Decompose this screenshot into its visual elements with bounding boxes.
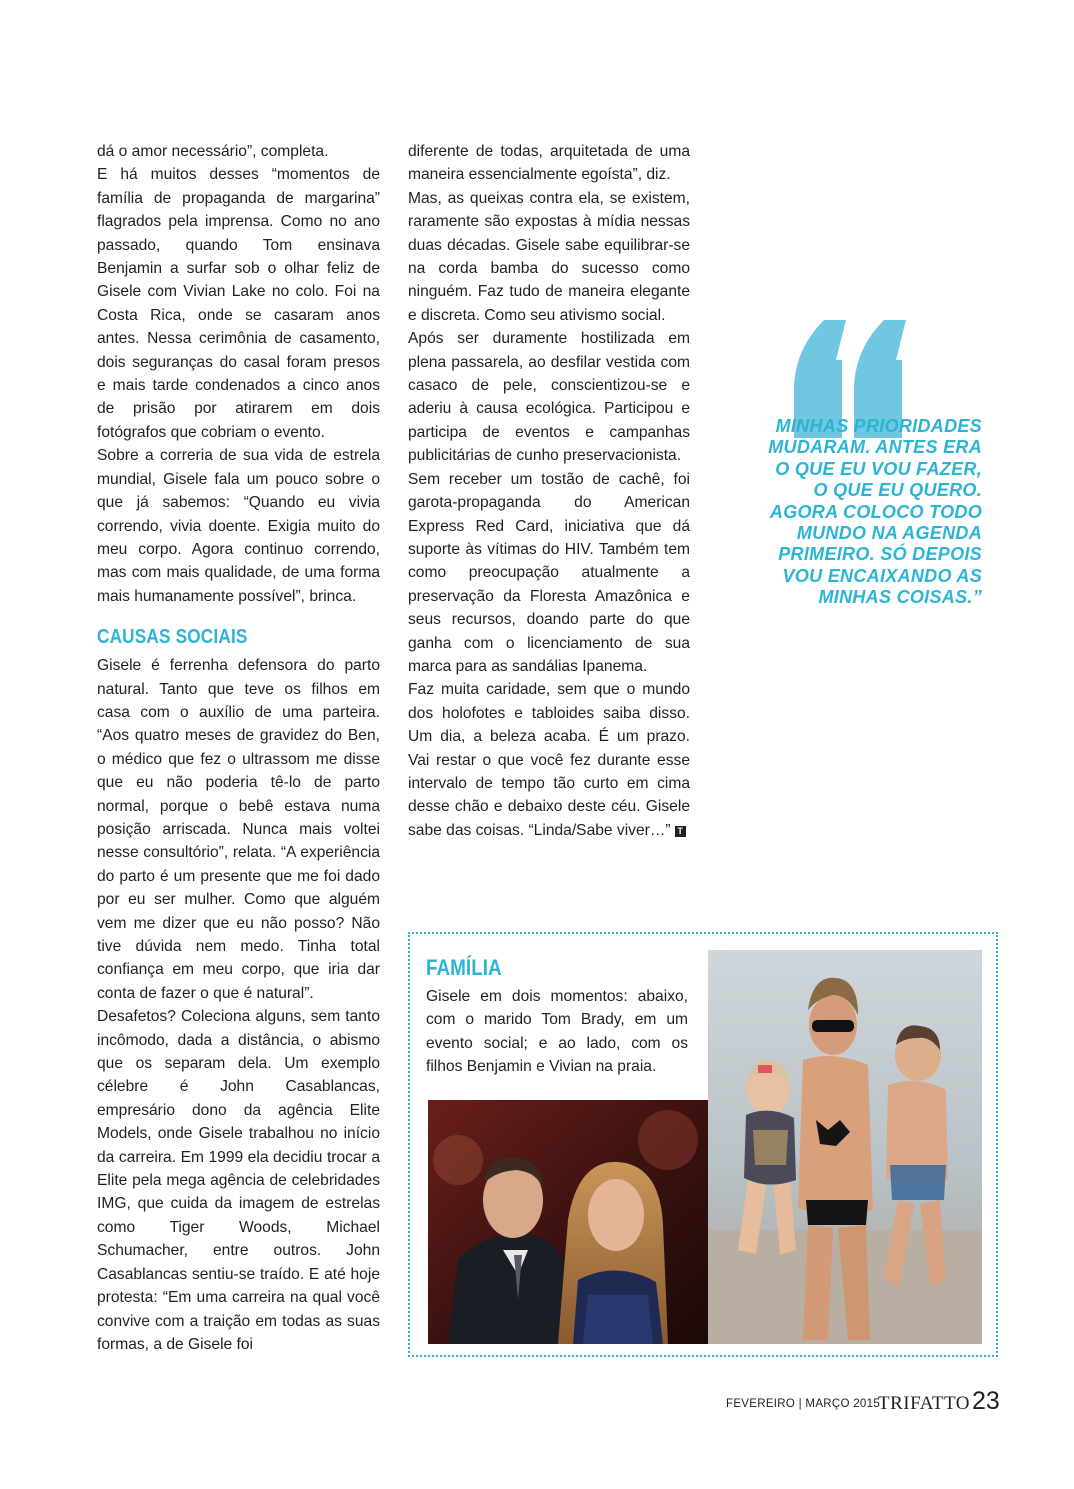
section-heading: CAUSAS SOCIAIS (97, 626, 248, 649)
paragraph: Após ser duramente hostilizada em plena passarela, ao desfilar vestida com casaco de pele, conscientizou-se e aderiu à causa ecológica. Participou e participa de eventos e campanhas publicitárias de cunho preservacionista. (408, 330, 690, 465)
paragraph: E há muitos desses “momentos de família de propaganda de margarina” flagrados pela imprensa. Como no ano passado, quando Tom ensinava Benjamin a surfar sob o olhar feliz de Gisele com Vivian Lake no colo. Foi na Costa Rica, onde se casaram anos antes. Nessa cerimônia de casamento, dois seguranças do casal foram presos e mais tarde condenados a cinco anos de prisão por atirarem em dois fotógrafos que cobriam o evento. (97, 166, 380, 441)
paragraph-text: Faz muita caridade, sem que o mundo dos holofotes e tabloides saiba disso. Um dia, a beleza acaba. É um prazo. Vai restar o que você fez durante esse intervalo de tempo tão curto em cima desse chão e debaixo deste céu. Gisele sabe das coisas. “Linda/Sabe viver…” (408, 681, 690, 839)
paragraph: diferente de todas, arquitetada de uma maneira essencialmente egoísta”, diz. (408, 143, 690, 184)
paragraph: dá o amor necessário”, completa. (97, 143, 329, 160)
paragraph: Sem receber um tostão de cachê, foi garota-propaganda do American Express Red Card, iniciativa que dá suporte às vítimas do HIV. Também tem como preocupação atualmente a preservação da Floresta Amazônica e seus recursos, doando parte do que ganha com o licenciamento de sua marca para as sandálias Ipanema. (408, 470, 690, 675)
footer-issue-date: FEVEREIRO | MARÇO 2015 (726, 1398, 881, 1410)
paragraph: Mas, as queixas contra ela, se existem, raramente são expostas à mídia nessas duas décadas. Gisele sabe equilibrar-se na corda bamba do sucesso como ninguém. Faz tudo de maneira elegante e discreta. Como seu ativismo social. (408, 189, 690, 324)
photo-box-heading: FAMÍLIA (426, 955, 502, 980)
paragraph: Desafetos? Coleciona alguns, sem tanto incômodo, dada a distância, o abismo que os separam dela. Um exemplo célebre é John Casablancas, empresário dono da agência Elite Models, onde Gisele trabalhou no início da carreira. Em 1999 ela decidiu trocar a Elite pela mega agência de celebridades IMG, que cuida da imagem de estrelas como Tiger Woods, Michael Schumacher, entre outros. John Casablancas sentiu-se traído. E até hoje protesta: “Em uma carreira na qual você convive com a traição em todas as suas formas, a de Gisele foi (97, 1008, 380, 1353)
paragraph: Gisele é ferrenha defensora do parto natural. Tanto que teve os filhos em casa com o auxílio de uma parteira. “Aos quatro meses de gravidez do Ben, o médico que fez o ultrassom me disse que eu não poderia tê-lo de parto normal, porque o bebê estava numa posição arriscada. Nunca mais voltei nesse consultório”, relata. “A experiência do parto é um presente que me foi dado por eu ser mulher. Como que alguém vem me dizer que eu não posso? Não tive dúvida nem medo. Tinha total confiança em meu corpo, que iria dar conta de fazer o que é natural”. (97, 657, 380, 1002)
couple-photo (428, 1100, 710, 1344)
paragraph (408, 678, 690, 842)
article-column-1 (97, 140, 380, 1356)
article-column-2 (408, 140, 690, 842)
photo-caption: Gisele em dois momentos: abaixo, com o marido Tom Brady, em um evento social; e ao lado, com os filhos Benjamin e Vivian na praia. (426, 988, 688, 1076)
page-number: 23 (972, 1387, 1000, 1415)
beach-photo (708, 950, 982, 1344)
pull-quote: MINHAS PRIORIDADES MUDARAM. ANTES ERA O QUE EU VOU FAZER, O QUE EU QUERO. AGORA COLOCO TODO MUNDO NA AGENDA PRIMEIRO. SÓ DEPOIS VOU ENCAIXANDO AS MINHAS COISAS.” (768, 416, 982, 608)
paragraph: Sobre a correria de sua vida de estrela mundial, Gisele fala um pouco sobre o que já sabemos: “Quando eu vivia correndo, vivia doente. Exigia muito do meu corpo. Agora continuo correndo, mas com mais qualidade, de uma forma mais humanamente possível”, brinca. (97, 447, 380, 605)
magazine-logo: TRIFATTO (878, 1393, 970, 1414)
end-of-article-icon: T (675, 826, 686, 837)
